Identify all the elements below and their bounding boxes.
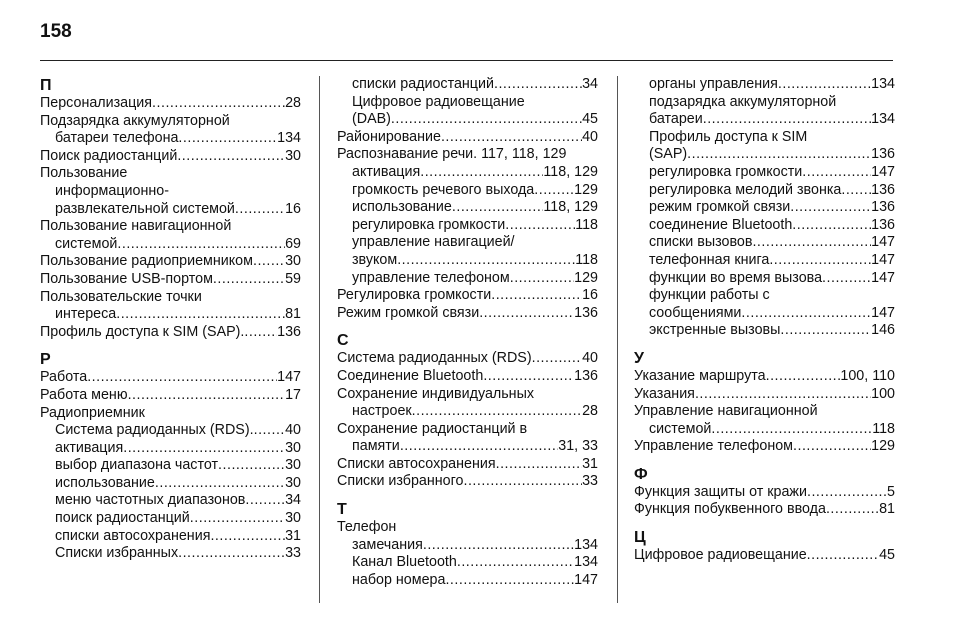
index-entry [634, 386, 895, 404]
index-entry [337, 554, 598, 572]
index-term-line: Пользование [40, 165, 128, 182]
index-entry [634, 421, 895, 439]
entry-term: поиск радиостанций [55, 510, 190, 527]
entry-term: Регулировка громкости [337, 287, 492, 304]
index-entry [337, 403, 598, 421]
dot-leader [479, 305, 574, 323]
entry-page: 136 [871, 146, 895, 163]
index-entry [40, 95, 301, 113]
index-term-line: Пользование навигационной [40, 218, 232, 235]
index-term-line: информационно- [55, 182, 169, 199]
index-entry [634, 438, 895, 456]
column-divider [319, 76, 320, 603]
entry-term: списки вызовов [649, 234, 753, 251]
dot-leader [116, 306, 285, 324]
entry-page: 31, 33 [558, 438, 598, 455]
dot-leader [792, 217, 871, 235]
index-entry [40, 422, 301, 440]
entry-term: органы управления [649, 76, 778, 92]
entry-page: 16 [285, 200, 301, 217]
entry-term: Работа [40, 369, 88, 386]
dot-leader [117, 236, 285, 254]
index-entry [337, 164, 598, 182]
dot-leader [128, 387, 286, 405]
section-letter: С [337, 332, 349, 350]
index-entry [40, 271, 301, 289]
entry-page: 34 [285, 492, 301, 509]
dot-leader [711, 421, 872, 439]
entry-page: 134 [574, 554, 598, 571]
dot-leader [822, 270, 871, 288]
dot-leader [152, 95, 285, 113]
index-entry [634, 164, 895, 182]
index-entry [40, 387, 301, 405]
entry-page: 81 [879, 501, 895, 518]
entry-term: активация [55, 439, 124, 456]
dot-leader [235, 201, 285, 219]
entry-page: 28 [285, 95, 301, 111]
index-entry [634, 217, 895, 235]
entry-page: 118 [575, 216, 598, 233]
entry-page: 134 [871, 76, 895, 92]
header-rule [40, 60, 893, 61]
entry-term: Система радиоданных (RDS) [337, 350, 532, 367]
index-entry [634, 234, 895, 252]
index-column-1 [40, 76, 301, 563]
index-column-2 [337, 76, 598, 589]
index-entry [634, 501, 895, 519]
entry-page: 134 [277, 130, 301, 147]
entry-term: батареи [649, 111, 703, 128]
index-section [337, 500, 598, 589]
entry-page: 147 [871, 269, 895, 286]
dot-leader [253, 253, 285, 271]
dot-leader [695, 386, 871, 404]
dot-leader [793, 438, 871, 456]
entry-term: списки автосохранения [55, 527, 211, 544]
entry-page: 136 [871, 216, 895, 233]
entry-term: Соединение Bluetooth [337, 367, 484, 384]
entry-term: управление телефоном [352, 269, 510, 286]
index-entry [337, 368, 598, 386]
entry-page: 100, 110 [840, 367, 895, 384]
index-term-line: Радиоприемник [40, 404, 145, 421]
entry-term: развлекательной системой [55, 200, 235, 217]
entry-page: 31 [285, 527, 301, 544]
index-term-line: Пользовательские точки [40, 288, 202, 305]
dot-leader [245, 492, 285, 510]
entry-page: 30 [285, 253, 301, 270]
entry-term: Районирование [337, 128, 441, 145]
entry-term: регулировка громкости [649, 163, 803, 180]
entry-term: использование [352, 199, 452, 216]
entry-page: 118, 129 [543, 199, 598, 216]
entry-page: 100 [871, 385, 895, 402]
index-term-line: Телефон [337, 519, 397, 536]
index-section [337, 76, 598, 322]
entry-term: телефонная книга [649, 251, 770, 268]
dot-leader [491, 287, 582, 305]
dot-leader [483, 368, 574, 386]
dot-leader [213, 271, 285, 289]
index-column-3 [634, 76, 895, 565]
index-entry [337, 473, 598, 491]
index-entry [634, 252, 895, 270]
dot-leader [244, 324, 277, 342]
index-entry [40, 510, 301, 528]
index-section [40, 76, 301, 341]
dot-leader [420, 164, 543, 182]
entry-page: 30 [285, 510, 301, 527]
entry-term: активация [352, 163, 421, 180]
entry-page: 136 [574, 367, 598, 384]
entry-page: 81 [285, 306, 301, 323]
entry-page: 147 [871, 163, 895, 180]
entry-term: Списки избранного [337, 473, 464, 490]
entry-term: системой [649, 420, 712, 437]
index-entry [634, 305, 895, 323]
dot-leader [190, 510, 285, 528]
index-entry [40, 528, 301, 546]
dot-leader [397, 252, 575, 270]
dot-leader [210, 528, 285, 546]
index-section [634, 76, 895, 340]
dot-leader [177, 148, 285, 166]
dot-leader [505, 217, 575, 235]
entry-term: батареи телефона [55, 130, 179, 147]
index-term-line: функции работы с [649, 287, 770, 304]
entry-term: Профиль доступа к SIM (SAP). [40, 323, 245, 340]
entry-term: замечания [352, 536, 423, 553]
index-entry [40, 130, 301, 148]
dot-leader [769, 252, 871, 270]
dot-leader [741, 305, 871, 323]
index-entry [337, 350, 598, 368]
entry-page: 33 [582, 473, 598, 490]
entry-page: 59 [285, 270, 301, 287]
entry-page: 45 [582, 111, 598, 128]
index-term-line: Управление навигационной [634, 403, 818, 420]
entry-term: Списки автосохранения [337, 455, 496, 472]
section-letter: Ц [634, 529, 646, 547]
index-section [337, 331, 598, 491]
entry-term: режим громкой связи [649, 199, 791, 216]
page-number: 158 [40, 21, 72, 42]
entry-page: 16 [582, 287, 598, 304]
dot-leader [441, 129, 582, 147]
entry-page: 33 [285, 545, 301, 562]
index-entry [337, 270, 598, 288]
dot-leader [790, 199, 871, 217]
index-term-line: Цифровое радиовещание [352, 93, 525, 110]
dot-leader [123, 440, 285, 458]
index-entry [337, 537, 598, 555]
index-entry [337, 572, 598, 590]
entry-term: (SAP) [649, 146, 688, 163]
column-divider [617, 76, 618, 603]
entry-page: 136 [277, 323, 301, 340]
entry-term: Функция защиты от кражи [634, 483, 807, 500]
dot-leader [496, 456, 582, 474]
index-entry [634, 199, 895, 217]
index-entry [40, 545, 301, 563]
index-entry [337, 217, 598, 235]
entry-term: функции во время вызова [649, 269, 823, 286]
index-entry [634, 111, 895, 129]
index-entry [40, 148, 301, 166]
index-entry [337, 305, 598, 323]
dot-leader [391, 111, 582, 129]
index-entry [40, 236, 301, 254]
index-term-line: Подзарядка аккумуляторной [40, 112, 230, 129]
index-entry [40, 492, 301, 510]
entry-page: 118, 129 [543, 163, 598, 180]
dot-leader [532, 350, 582, 368]
dot-leader [218, 457, 285, 475]
entry-term: меню частотных диапазонов [55, 492, 246, 509]
entry-page: 118 [872, 420, 895, 437]
entry-page: 136 [871, 181, 895, 198]
index-term-line: управление навигацией/ [352, 234, 515, 251]
entry-page: 134 [574, 536, 598, 553]
entry-page: 136 [574, 304, 598, 321]
entry-page: 30 [285, 474, 301, 491]
dot-leader [452, 199, 544, 217]
entry-term: (DAB) [352, 111, 391, 128]
dot-leader [423, 537, 574, 555]
entry-term: звуком [352, 251, 398, 268]
index-entry [634, 368, 895, 386]
entry-page: 30 [285, 457, 301, 474]
dot-leader [826, 501, 879, 519]
index-entry [337, 76, 598, 94]
entry-page: 5 [887, 483, 895, 500]
entry-page: 147 [871, 304, 895, 321]
dot-leader [780, 322, 871, 340]
entry-term: использование [55, 474, 155, 491]
dot-leader [510, 270, 574, 288]
dot-leader [400, 438, 558, 456]
entry-term: Канал Bluetooth [352, 554, 457, 571]
index-section [40, 350, 301, 563]
index-entry [40, 457, 301, 475]
index-entry [40, 201, 301, 219]
index-entry [40, 440, 301, 458]
entry-term: настроек [352, 403, 412, 420]
index-entry [40, 253, 301, 271]
dot-leader [178, 545, 285, 563]
dot-leader [752, 234, 871, 252]
entry-term: громкость речевого выхода [352, 181, 535, 198]
dot-leader [703, 111, 871, 129]
index-section [634, 349, 895, 456]
dot-leader [807, 484, 887, 502]
index-term-line: Сохранение индивидуальных [337, 385, 535, 402]
entry-page: 147 [574, 571, 598, 588]
entry-page: 129 [574, 269, 598, 286]
entry-term: Работа меню [40, 386, 128, 403]
entry-page: 31 [582, 455, 598, 472]
dot-leader [155, 475, 285, 493]
index-term-line: Сохранение радиостанций в [337, 420, 528, 437]
index-term-line: Профиль доступа к SIM [649, 128, 808, 145]
index-entry [337, 438, 598, 456]
dot-leader [254, 422, 286, 440]
dot-leader [841, 182, 871, 200]
index-entry [337, 182, 598, 200]
entry-term: набор номера [352, 571, 446, 588]
index-entry [40, 324, 301, 342]
section-letter: Р [40, 351, 51, 369]
dot-leader [766, 368, 841, 386]
index-entry [40, 306, 301, 324]
entry-page: 118 [575, 251, 598, 268]
index-entry [337, 199, 598, 217]
entry-page: 28 [582, 403, 598, 420]
index-entry [40, 369, 301, 387]
entry-term: сообщениями [649, 304, 742, 321]
dot-leader [463, 473, 582, 491]
entry-term: Указание маршрута [634, 367, 766, 384]
entry-page: 134 [871, 111, 895, 128]
index-entry [337, 456, 598, 474]
entry-page: 129 [871, 438, 895, 455]
entry-term: системой [55, 235, 118, 252]
entry-page: 146 [871, 322, 895, 339]
section-letter: У [634, 349, 644, 367]
index-entry [634, 547, 895, 565]
section-letter: Ф [634, 465, 648, 483]
index-entry [634, 182, 895, 200]
entry-term: Списки избранных [55, 545, 179, 562]
entry-term: Цифровое радиовещание [634, 547, 807, 564]
entry-page: 30 [285, 147, 301, 164]
entry-term: соединение Bluetooth [649, 216, 793, 233]
dot-leader [802, 164, 871, 182]
entry-page: 147 [871, 234, 895, 251]
dot-leader [807, 547, 879, 565]
index-section [634, 465, 895, 519]
dot-leader [494, 76, 582, 94]
dot-leader [778, 76, 871, 94]
entry-page: 129 [574, 181, 598, 198]
entry-term: списки радиостанций [352, 76, 494, 92]
index-entry [634, 146, 895, 164]
entry-term: Управление телефоном [634, 438, 793, 455]
entry-term: регулировка громкости [352, 216, 506, 233]
section-letter: Т [337, 501, 347, 519]
entry-term: памяти [352, 438, 400, 455]
dot-leader [534, 182, 574, 200]
index-entry [634, 270, 895, 288]
dot-leader [457, 554, 574, 572]
index-entry [634, 322, 895, 340]
entry-term: Пользование радиоприемником [40, 253, 253, 270]
section-letter: П [40, 77, 52, 94]
index-entry [337, 287, 598, 305]
index-term-line: подзарядка аккумуляторной [649, 93, 837, 110]
entry-term: Персонализация [40, 95, 153, 111]
entry-page: 136 [871, 199, 895, 216]
index-entry [337, 252, 598, 270]
entry-page: 30 [285, 439, 301, 456]
dot-leader [687, 146, 871, 164]
entry-page: 40 [582, 128, 598, 145]
dot-leader [412, 403, 582, 421]
index-term-line: Распознавание речи. 117, 118, 129 [337, 146, 567, 163]
entry-term: Система радиоданных (RDS). [55, 422, 254, 439]
entry-term: выбор диапазона частот [55, 457, 219, 474]
index-entry [634, 484, 895, 502]
entry-term: экстренные вызовы [649, 322, 781, 339]
dot-leader [445, 572, 574, 590]
entry-page: 34 [582, 76, 598, 92]
entry-page: 69 [285, 235, 301, 252]
dot-leader [178, 130, 277, 148]
entry-term: Функция побуквенного ввода [634, 501, 826, 518]
entry-term: Поиск радиостанций [40, 147, 178, 164]
entry-term: Пользование USB-портом [40, 270, 213, 287]
entry-page: 17 [285, 386, 301, 403]
entry-page: 40 [582, 350, 598, 367]
entry-term: Режим громкой связи [337, 304, 480, 321]
entry-page: 40 [285, 422, 301, 439]
index-entry [337, 111, 598, 129]
entry-page: 147 [871, 251, 895, 268]
index-entry [634, 76, 895, 94]
index-entry [337, 129, 598, 147]
entry-term: регулировка мелодий звонка [649, 181, 842, 198]
index-entry [40, 475, 301, 493]
index-section [634, 528, 895, 565]
entry-term: интереса [55, 306, 117, 323]
dot-leader [87, 369, 277, 387]
entry-term: Указания [634, 385, 695, 402]
entry-page: 45 [879, 547, 895, 564]
entry-page: 147 [277, 369, 301, 386]
